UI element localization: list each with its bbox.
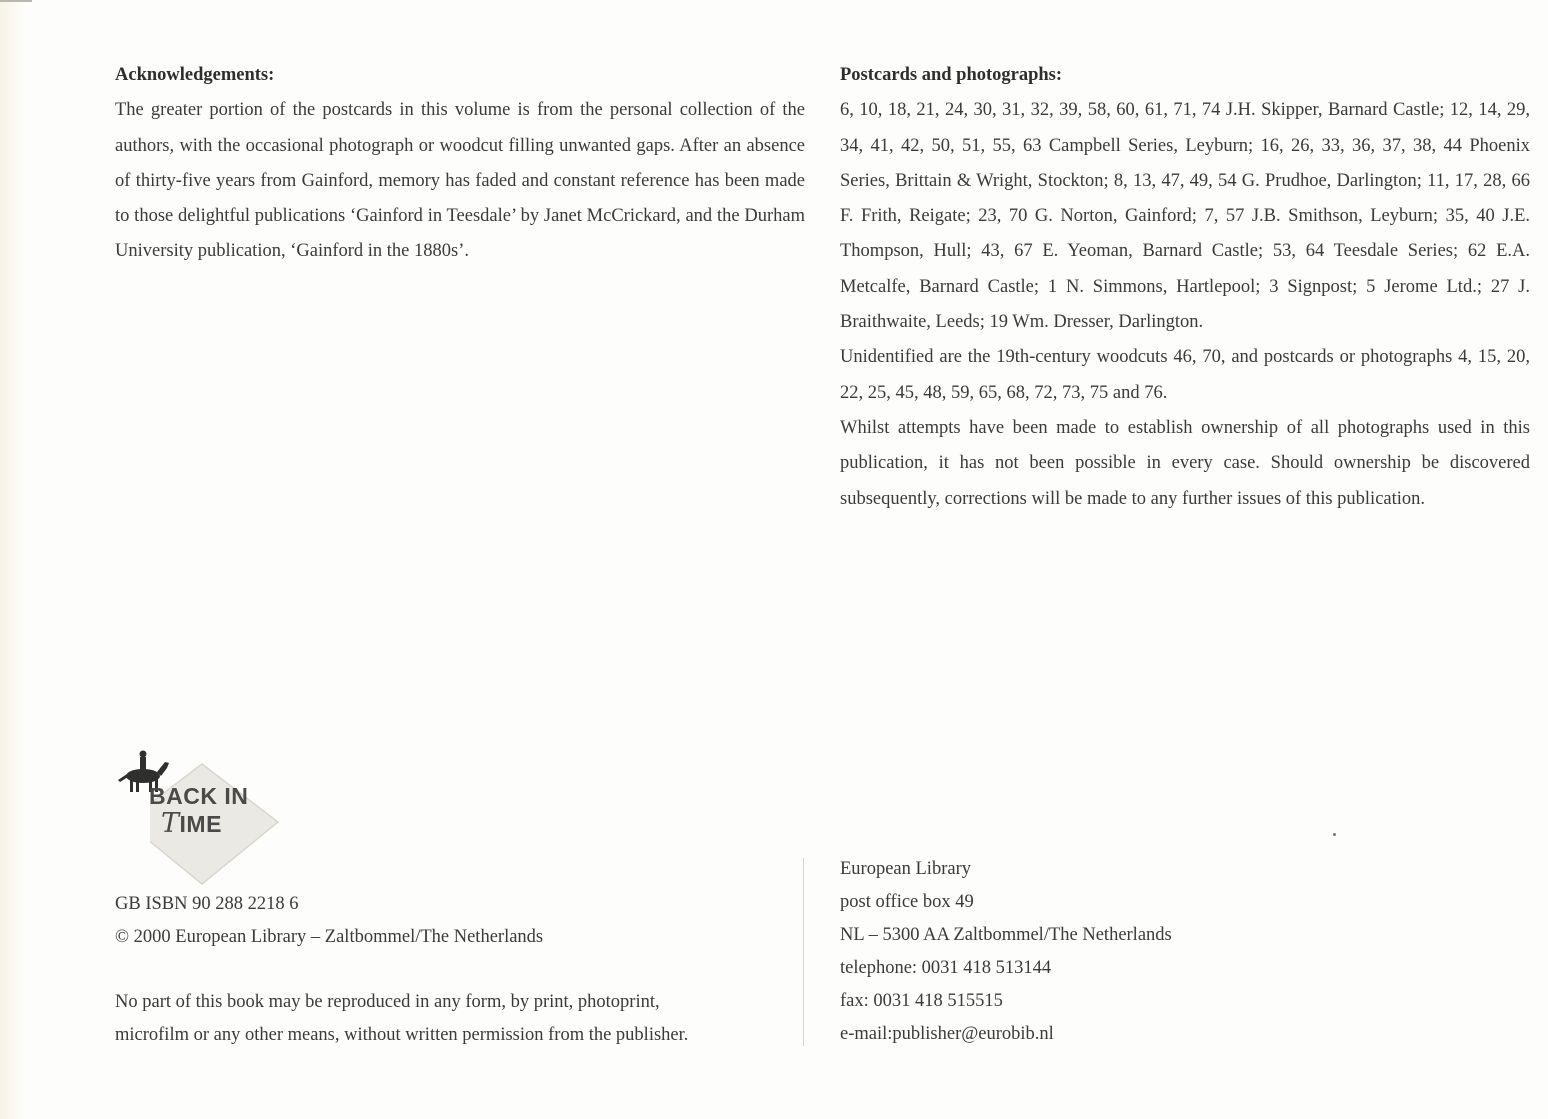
acknowledgements-section [115, 58, 805, 270]
publisher-postal: NL – 5300 AA Zaltbommel/The Netherlands [840, 925, 1172, 945]
publisher-address [840, 853, 1440, 1051]
credits-paragraph-ownership: Whilst attempts have been made to establish ownership of all photographs used in this publication, it has not been possible in every case. Should ownership be discovered subsequently, corrections will be made to any further issues of this publication. [840, 417, 1530, 509]
logo-line-2 [149, 810, 248, 838]
credits-paragraph-sources: 6, 10, 18, 21, 24, 30, 31, 32, 39, 58, 60, 61, 71, 74 J.H. Skipper, Barnard Castle; 12, 14, 29, 34, 41, 42, 50, 51, 55, 63 Campbell Series, Leyburn; 16, 26, 33, 36, 37, 38, 44 Phoenix Series, Brittain & Wright, Stockton; 8, 13, 47, 49, 54 G. Prudhoe, Darlington; 11, 17, 28, 66 F. Frith, Reigate; 23, 70 G. Norton, Gainford; 7, 57 J.B. Smithson, Leyburn; 35, 40 J.E. Thompson, Hull; 43, 67 E. Yeoman, Barnard Castle; 53, 64 Teesdale Series; 62 E.A. Metcalfe, Barnard Castle; 1 N. Simmons, Hartlepool; 3 Signpost; 5 Jerome Ltd.; 27 J. Braithwaite, Leeds; 19 Wm. Dresser, Darlington. [840, 100, 1530, 333]
column-divider [803, 858, 804, 1046]
publisher-telephone: telephone: 0031 418 513144 [840, 958, 1052, 978]
logo-line-1: BACK IN [149, 783, 249, 809]
page-edge-shadow [0, 0, 26, 1119]
logo-script-letter: T [161, 808, 180, 839]
paper-speck [1333, 833, 1336, 836]
logo-wordmark [149, 782, 248, 838]
crop-mark [0, 0, 32, 2]
rights-line-1: No part of this book may be reproduced in any form, by print, photoprint, [115, 992, 660, 1012]
imprint-section [115, 888, 795, 954]
isbn-line: GB ISBN 90 288 2218 6 [115, 894, 299, 914]
copyright-line: © 2000 European Library – Zaltbommel/The Netherlands [115, 927, 544, 947]
acknowledgements-text: The greater portion of the postcards in this volume is from the personal collection of the authors, with the occasional photograph or woodcut filling unwanted gaps. After an absence of thirty-five years from Gainford, memory has faded and constant reference has been made to those delightful publications ‘Gainford in Teesdale’ by Janet McCrickard, and the Durham University publication, ‘Gainford in the 1880s’. [115, 100, 805, 262]
rights-line-2: microfilm or any other means, without written permission from the publisher. [115, 1025, 689, 1045]
credits-heading: Postcards and photographs: [840, 65, 1063, 85]
publisher-fax: fax: 0031 418 515515 [840, 991, 1003, 1011]
logo-line-2-text: IME [179, 811, 222, 837]
credits-section [840, 58, 1530, 517]
credits-paragraph-unidentified: Unidentified are the 19th-century woodcuts 46, 70, and postcards or photographs 4, 15, 20, 22, 25, 45, 48, 59, 65, 68, 72, 73, 75 and 76. [840, 347, 1530, 403]
rights-notice [115, 986, 795, 1052]
publisher-name: European Library [840, 859, 971, 879]
publisher-po-box: post office box 49 [840, 892, 974, 912]
publisher-email: e-mail:publisher@eurobib.nl [840, 1024, 1054, 1044]
acknowledgements-heading: Acknowledgements: [115, 65, 275, 85]
